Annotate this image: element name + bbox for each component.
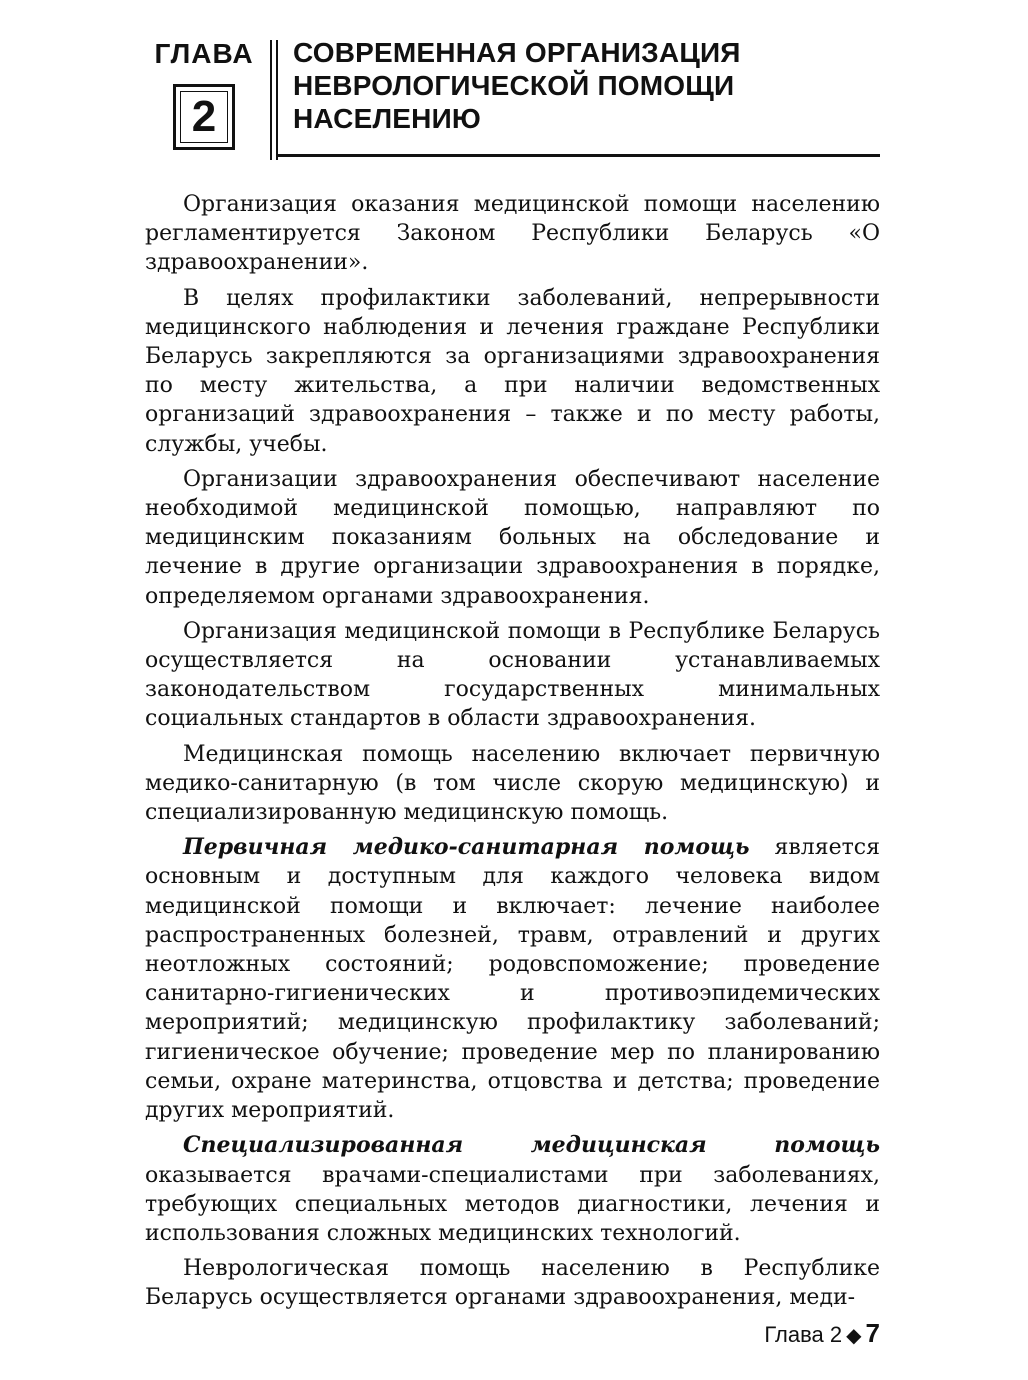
chapter-title-line: НАСЕЛЕНИЮ: [293, 103, 481, 134]
defined-term: Специализированная медицинская помощь: [183, 1132, 880, 1159]
title-underline: [276, 154, 880, 157]
paragraph-text: Медицинская помощь населению включает первичную медико-санитарную (в том числе скорую медицинскую) и специализированную медицинскую помощь.: [145, 741, 880, 826]
page-footer: [764, 1318, 880, 1349]
paragraph: [145, 190, 880, 278]
chapter-label: ГЛАВА: [154, 38, 254, 69]
header-divider: [270, 40, 272, 160]
chapter-number: 2: [180, 91, 228, 143]
diamond-icon: ◆: [846, 1325, 862, 1347]
paragraph: [145, 284, 880, 459]
paragraph-text: В целях профилактики заболеваний, непрерывности медицинского наблюдения и лечения граждане Республики Беларусь закрепляются за организациями здравоохранения по месту жительства, а при наличии ведомственных организаций здравоохранения – также и по месту работы, службы, учебы.: [145, 285, 880, 457]
body-text: [145, 190, 880, 1319]
footer-chapter-label: Глава 2: [764, 1322, 843, 1347]
paragraph-text: Неврологическая помощь населению в Республике Беларусь осуществляется органами здравоохранения, меди-: [145, 1256, 880, 1311]
paragraph: [145, 1131, 880, 1248]
paragraph: [145, 740, 880, 828]
paragraph: [145, 617, 880, 734]
paragraph: [145, 833, 880, 1125]
header-divider: [276, 40, 278, 160]
paragraph: [145, 465, 880, 611]
chapter-header: [145, 30, 880, 160]
paragraph-text: является основным и доступным для каждого человека видом медицинской помощи и включает: лечение наиболее распространенных болезней, травм, отравлений и других неотложных состояний; родовспоможение; проведение санитарно-гигиенических и противоэпидемических мероприятий; медицинскую профилактику заболеваний; гигиеническое обучение; проведение мер по планированию семьи, охране материнства, отцовства и детства; проведение других мероприятий.: [145, 835, 880, 1124]
chapter-title-line: НЕВРОЛОГИЧЕСКОЙ ПОМОЩИ: [293, 70, 735, 101]
paragraph-text: Организации здравоохранения обеспечивают население необходимой медицинской помощью, направляют по медицинским показаниям больных на обследование и лечение в другие организации здравоохранения в порядке, определяемом органами здравоохранения.: [145, 466, 880, 609]
chapter-number-box: [173, 84, 235, 150]
paragraph-text: оказывается врачами-специалистами при заболеваниях, требующих специальных методов диагностики, лечения и использования сложных медицинских технологий.: [145, 1162, 880, 1246]
paragraph-text: Организация медицинской помощи в Республике Беларусь осуществляется на основании устанавливаемых законодательством государственных минимальных социальных стандартов в области здравоохранения.: [145, 618, 880, 732]
paragraph-text: Организация оказания медицинской помощи населению регламентируется Законом Республики Беларусь «О здравоохранении».: [145, 192, 880, 276]
chapter-title: [293, 36, 873, 135]
page-number: 7: [865, 1318, 880, 1348]
defined-term: Первичная медико-санитарная помощь: [183, 834, 750, 861]
paragraph: [145, 1254, 880, 1312]
chapter-title-line: СОВРЕМЕННАЯ ОРГАНИЗАЦИЯ: [293, 37, 741, 68]
